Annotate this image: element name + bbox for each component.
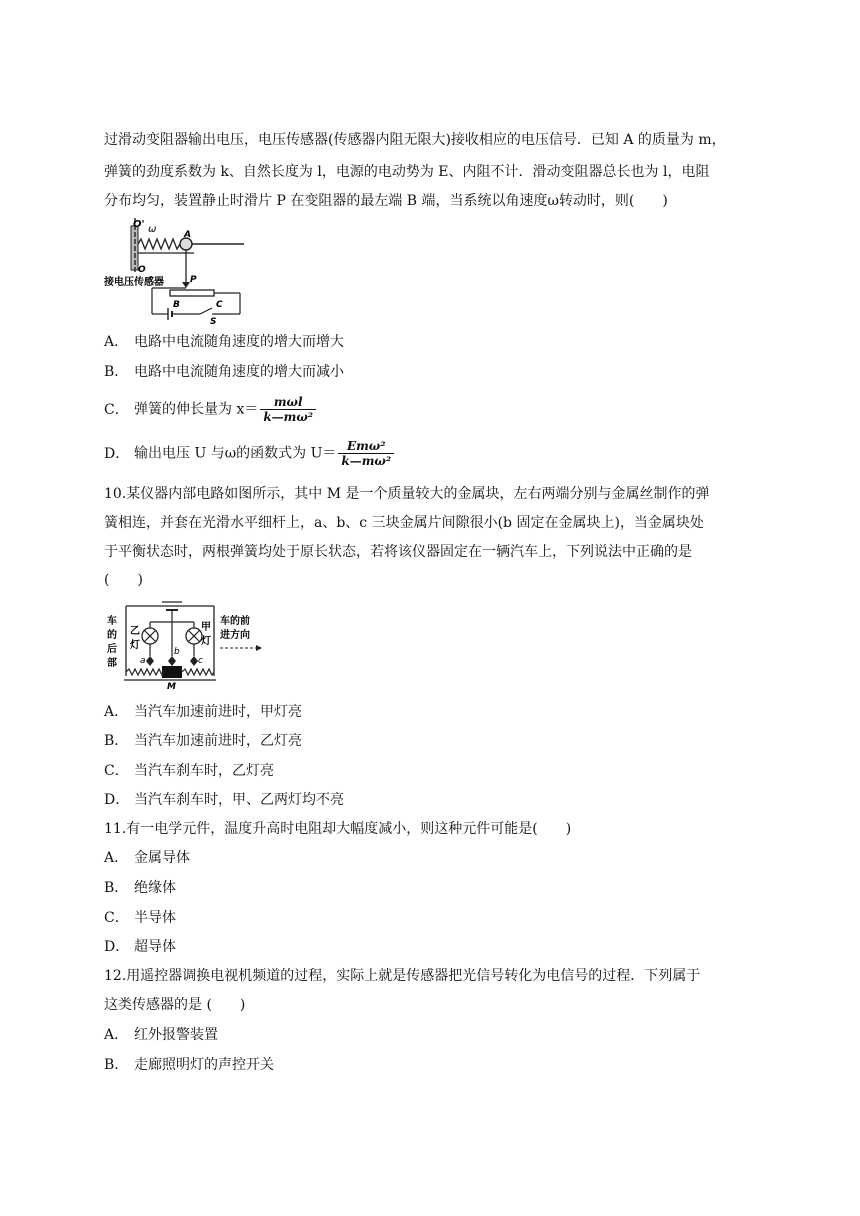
q11-option-d[interactable]: D． 超导体 bbox=[104, 939, 176, 955]
q10-fig-label: 乙 bbox=[130, 626, 140, 637]
q10-stem-line-4: ( ) bbox=[104, 572, 143, 588]
q9-figure-rotating-spring-circuit bbox=[102, 216, 252, 328]
q10-fig-label: a bbox=[140, 656, 146, 666]
q9-stem-line-1: 过滑动变阻器输出电压，电压传感器(传感器内阻无限大)接收相应的电压信号．已知 A 的质量为 m， bbox=[104, 132, 726, 148]
q10-fig-label: 灯 bbox=[130, 640, 140, 651]
q12-option-a[interactable]: A． 红外报警装置 bbox=[104, 1027, 218, 1043]
q10-fig-label: b bbox=[174, 647, 180, 657]
q10-fig-label: M bbox=[167, 682, 176, 692]
q11-option-c[interactable]: C． 半导体 bbox=[104, 910, 176, 926]
q10-option-a[interactable]: A． 当汽车加速前进时，甲灯亮 bbox=[104, 704, 302, 720]
q9-fig-label: B bbox=[173, 300, 180, 310]
q10-fig-label: 甲 bbox=[201, 622, 211, 633]
q9-stem-line-3: 分布均匀，装置静止时滑片 P 在变阻器的最左端 B 端，当系统以角速度ω转动时，则( ) bbox=[104, 193, 668, 209]
fraction: $\frac{\text{mωl}}{\text{k—mω²}}$ bbox=[260, 395, 316, 424]
q9-fig-label: C bbox=[216, 300, 223, 310]
q10-stem-line-2: 簧相连，并套在光滑水平细杆上，a、b、c 三块金属片间隙很小(b 固定在金属块上)，当金属块处 bbox=[104, 515, 704, 531]
q10-fig-label: 部 bbox=[107, 658, 117, 669]
q11-option-b[interactable]: B． 绝缘体 bbox=[104, 880, 176, 896]
q10-option-c[interactable]: C． 当汽车刹车时，乙灯亮 bbox=[104, 763, 274, 779]
fraction: $\frac{\text{Emω²}}{\text{k—mω²}}$ bbox=[338, 439, 394, 468]
q10-figure-accelerometer-circuit bbox=[104, 598, 264, 692]
q9-stem-line-2: 弹簧的劲度系数为 k、自然长度为 l，电源的电动势为 E、内阻不计．滑动变阻器总长也为 l，电阻 bbox=[104, 164, 710, 180]
q10-fig-label: 车的前 bbox=[220, 616, 250, 627]
q10-fig-label: 后 bbox=[107, 644, 117, 655]
q9-fig-label: P bbox=[190, 275, 197, 285]
q9-fig-label: 接电压传感器 bbox=[104, 277, 164, 288]
q10-fig-label: 车 bbox=[107, 616, 117, 627]
q9-fig-label: O bbox=[138, 265, 146, 275]
q12-stem-line-1: 12.用遥控器调换电视机频道的过程，实际上就是传感器把光信号转化为电信号的过程．下列属于 bbox=[104, 968, 701, 984]
q10-fig-label: 的 bbox=[107, 630, 117, 641]
q11-option-a[interactable]: A． 金属导体 bbox=[104, 850, 190, 866]
q9-fig-label: ω bbox=[148, 224, 157, 235]
q9-option-a[interactable]: A． 电路中电流随角速度的增大而增大 bbox=[104, 334, 344, 350]
q9-fig-label: S bbox=[210, 317, 217, 327]
q11-stem: 11.有一电学元件，温度升高时电阻却大幅度减小，则这种元件可能是( ) bbox=[104, 821, 572, 837]
q10-option-d[interactable]: D． 当汽车刹车时，甲、乙两灯均不亮 bbox=[104, 792, 344, 808]
q10-stem-line-3: 于平衡状态时，两根弹簧均处于原长状态，若将该仪器固定在一辆汽车上，下列说法中正确的是 bbox=[104, 544, 692, 560]
q12-option-b[interactable]: B． 走廊照明灯的声控开关 bbox=[104, 1057, 274, 1073]
q9-fig-label: A bbox=[184, 230, 191, 240]
q9-option-c[interactable]: C． 弹簧的伸长量为 x＝ $\frac{\text{mωl}}{\text{k—mω²}}$ bbox=[104, 395, 316, 424]
q10-stem-line-1: 10.某仪器内部电路如图所示，其中 M 是一个质量较大的金属块，左右两端分别与金属丝制作的弹 bbox=[104, 486, 710, 502]
q9-option-d[interactable]: D． 输出电压 U 与ω的函数式为 U＝ $\frac{\text{Emω²}}{\text{k—mω²}}$ bbox=[104, 439, 394, 468]
q9-fig-label: O' bbox=[133, 219, 145, 230]
q10-option-b[interactable]: B． 当汽车加速前进时，乙灯亮 bbox=[104, 733, 302, 749]
q10-fig-label: 灯 bbox=[201, 636, 211, 647]
q12-stem-line-2: 这类传感器的是 ( ) bbox=[104, 997, 246, 1013]
q10-fig-label: 进方向 bbox=[220, 630, 250, 641]
q9-option-b[interactable]: B． 电路中电流随角速度的增大而减小 bbox=[104, 364, 344, 380]
q10-fig-label: c bbox=[198, 656, 203, 666]
